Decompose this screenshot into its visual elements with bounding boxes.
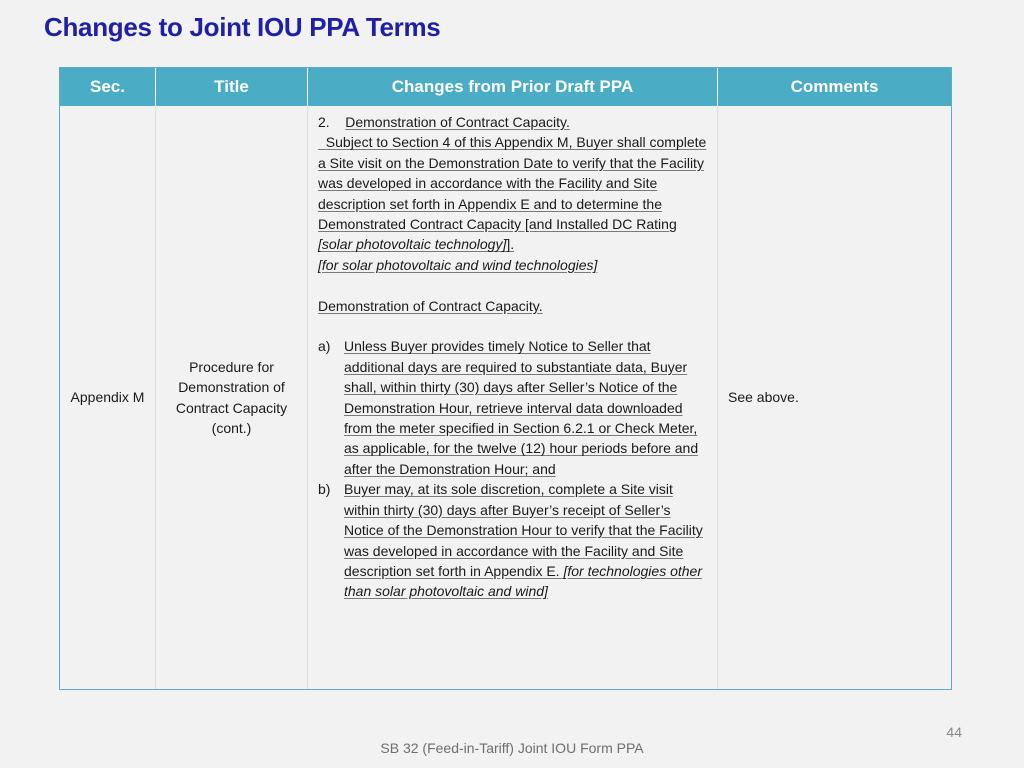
item-2-number: 2. xyxy=(318,114,330,130)
table-row xyxy=(60,106,951,689)
item-b-italic: [for technologies other than solar photovoltaic and wind] xyxy=(344,562,702,600)
item-2-body: Subject to Section 4 of this Appendix M, Buyer shall complete a Site visit on the Demonstration Date to verify that the Facility was developed in accordance with the Facility and Site description set forth in Appendix E and to determine the Demonstrated Contract Capacity [and Installed DC Rating xyxy=(318,134,707,233)
item-2 xyxy=(318,112,709,132)
page-number: 44 xyxy=(946,724,962,740)
header-sec: Sec. xyxy=(60,68,156,106)
table-header-row xyxy=(60,68,951,106)
cell-title xyxy=(156,106,308,689)
changes-table xyxy=(59,67,952,690)
cell-sec xyxy=(60,106,156,689)
header-changes: Changes from Prior Draft PPA xyxy=(308,68,718,106)
item-2-heading: Demonstration of Contract Capacity. xyxy=(345,114,570,130)
list-item-b xyxy=(318,479,709,601)
cell-changes xyxy=(308,106,718,689)
item-b-text-block xyxy=(344,479,709,601)
item-b-marker: b) xyxy=(318,481,331,498)
item-2-body-block xyxy=(318,132,709,254)
header-comments: Comments xyxy=(790,77,879,96)
slide-footer: SB 32 (Feed-in-Tariff) Joint IOU Form PPA xyxy=(380,740,644,756)
slide-title: Changes to Joint IOU PPA Terms xyxy=(44,12,441,42)
cell-comments xyxy=(718,106,951,689)
item-2-body-end: ]. xyxy=(506,236,515,253)
item-b-text: Buyer may, at its sole discretion, complete a Site visit within thirty (30) days after Buyer’s receipt of Seller’s Notice of the Demonstration Hour to verify that the Facility was developed in accordance with the Facility and Site description set forth in Appendix E. xyxy=(344,481,703,579)
item-a-text: Unless Buyer provides timely Notice to Seller that additional days are required to substantiate data, Buyer shall, within thirty (30) days after Seller’s Notice of the Demonstration Hour, retrieve interval data downloaded from the meter specified in Section 6.2.1 or Check Meter, as applicable, for the twelve (12) hour periods before and after the Demonstration Hour; and xyxy=(344,338,699,477)
header-title: Title xyxy=(156,68,308,106)
item-a-marker: a) xyxy=(318,338,331,355)
list-item-a xyxy=(318,336,709,479)
item-2-note: [for solar photovoltaic and wind technologies] xyxy=(318,256,598,273)
section-heading: Demonstration of Contract Capacity. xyxy=(318,297,543,314)
item-2-body-italic: [solar photovoltaic technology] xyxy=(318,236,507,253)
comments-value: See above. xyxy=(728,389,799,406)
sec-value: Appendix M xyxy=(70,389,145,406)
title-value: Procedure for Demonstration of Contract Capacity (cont.) xyxy=(175,358,288,436)
